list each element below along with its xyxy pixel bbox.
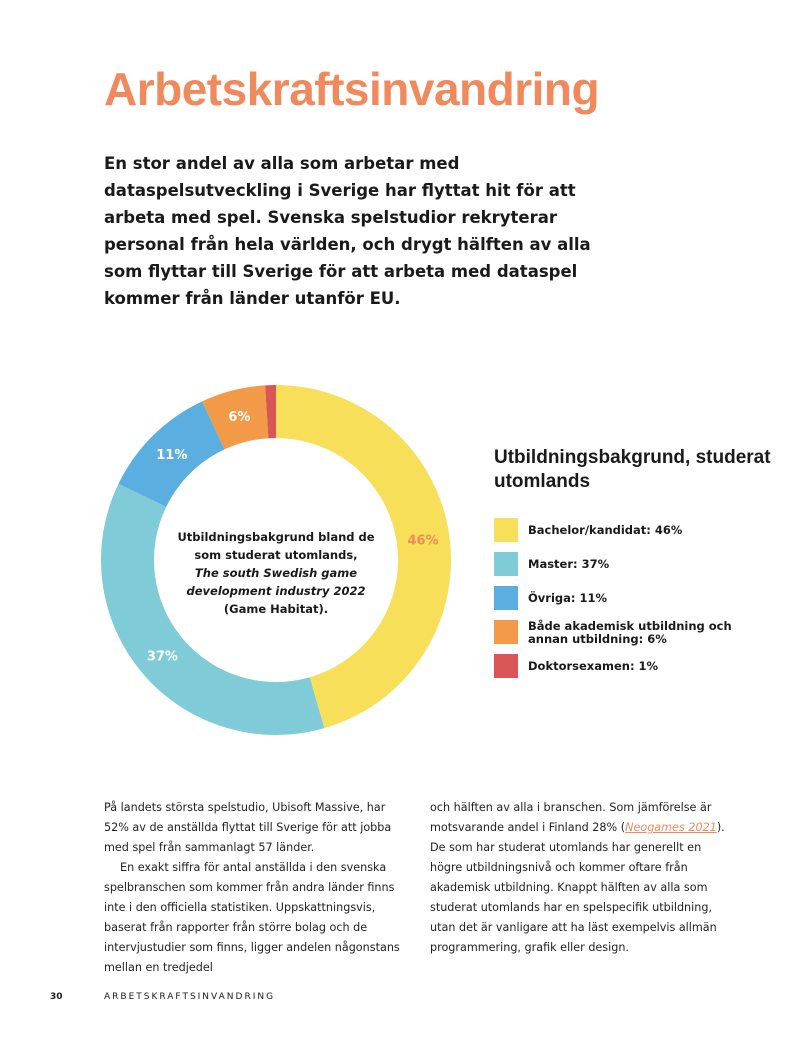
- legend-item-master: [494, 552, 754, 578]
- legend-swatch-master: [494, 552, 518, 576]
- legend-swatch-bachelor: [494, 518, 518, 542]
- body-paragraph-3a: och hälften av alla i branschen. Som jämförelse är motsvarande andel i Finland 28% (: [430, 801, 712, 834]
- legend-swatch-bada: [494, 620, 518, 644]
- page-title: Arbetskraftsinvandring: [104, 63, 600, 115]
- legend-item-doktor: [494, 654, 754, 680]
- legend-label-master: Master: 37%: [528, 557, 610, 571]
- donut-label-1: 37%: [146, 649, 178, 665]
- legend-title: Utbildningsbakgrund, studerat utomlands: [494, 447, 771, 492]
- legend-item-ovriga: [494, 586, 754, 612]
- body-column-left: [104, 798, 404, 978]
- running-head: ARBETSKRAFTSINVANDRING: [104, 992, 276, 1002]
- body-paragraph-1: På landets största spelstudio, Ubisoft Massive, har 52% av de anställda flyttat till Sverige för att jobba med spel från sammanlagt 57 länder.: [104, 801, 392, 854]
- donut-label-3: 6%: [228, 410, 251, 426]
- legend-label-bada: Både akademisk utbildning och annan utbildning: 6%: [528, 619, 732, 646]
- legend-swatch-ovriga: [494, 586, 518, 610]
- legend-label-bachelor: Bachelor/kandidat: 46%: [528, 523, 683, 537]
- center-caption-tail: (Game Habitat).: [223, 602, 329, 616]
- center-caption-source: The south Swedish game development industry 2022: [186, 566, 366, 598]
- donut-label-0: 46%: [407, 533, 439, 549]
- center-caption-line: Utbildningsbakgrund bland de som studerat utomlands,: [177, 530, 375, 562]
- legend-item-bachelor: [494, 518, 754, 544]
- body-paragraph-2: En exakt siffra för antal anställda i den svenska spelbranschen som kommer från andra länder finns inte i den officiella statistiken. Uppskattningsvis, baserat från rapporter från större bolag och de intervjustudier som finns, ligger andelen någonstans mellan en tredjedel: [104, 861, 400, 974]
- source-link-neogames[interactable]: Neogames 2021: [625, 821, 717, 834]
- page-number: 30: [50, 992, 63, 1002]
- legend-label-ovriga: Övriga: 11%: [528, 591, 608, 605]
- donut-label-2: 11%: [156, 448, 188, 464]
- body-paragraph-3b: ). De som har studerat utomlands har generellt en högre utbildningsnivå och kommer oftare från akademisk utbildning. Knappt hälften av alla som studerat utomlands har en spelspecifik utbildning, utan det är vanligare att ha läst exempelvis allmän programmering, grafik eller design.: [430, 821, 725, 954]
- legend-label-doktor: Doktorsexamen: 1%: [528, 659, 659, 673]
- intro-paragraph: En stor andel av alla som arbetar med dataspelsutveckling i Sverige har flyttat hit för att arbeta med spel. Svenska spelstudior rekryterar personal från hela världen, och drygt hälften av alla som flyttar till Sverige för att arbeta med dataspel kommer från länder utanför EU.: [104, 154, 591, 308]
- chart-center-caption: [176, 528, 376, 618]
- legend-item-bada: [494, 620, 754, 646]
- legend-swatch-doktor: [494, 654, 518, 678]
- body-column-right: [430, 798, 730, 958]
